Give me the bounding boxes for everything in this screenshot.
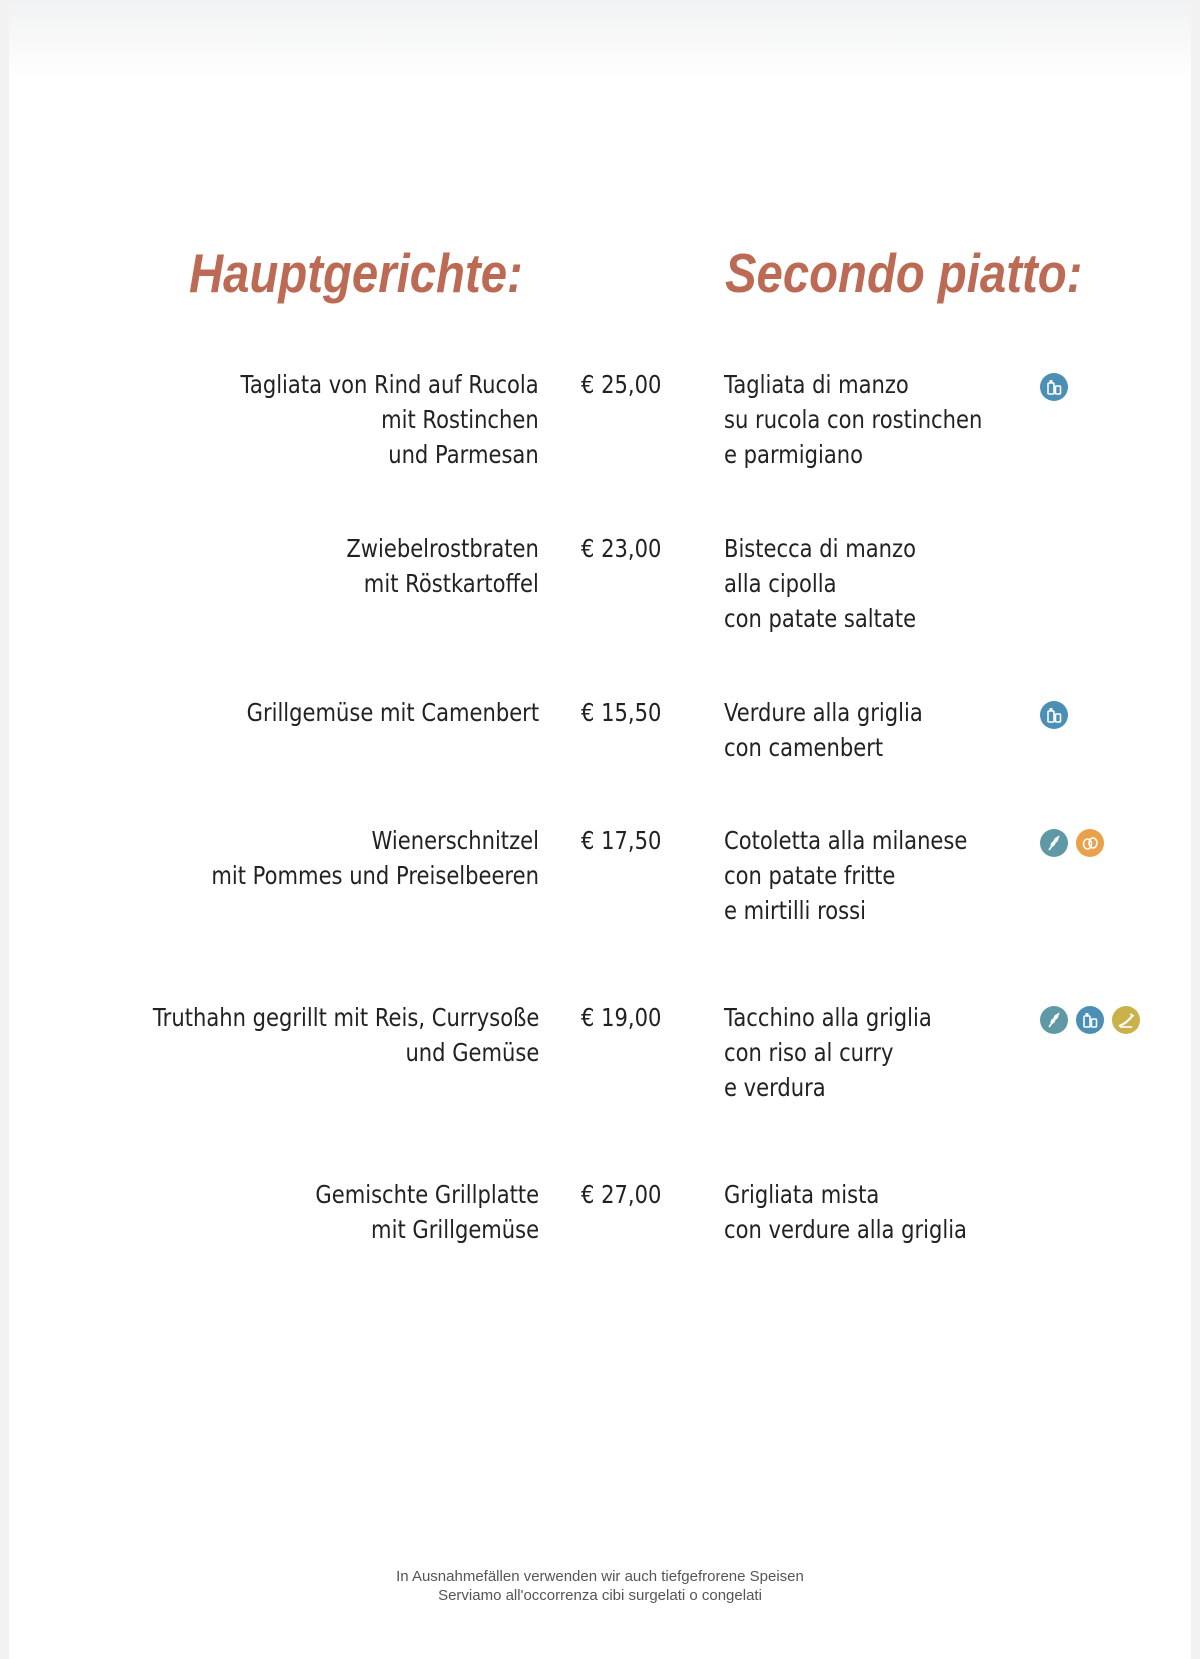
- dish-line-german: Gemischte Grillplatte: [315, 1180, 539, 1209]
- dish-line-italian: Verdure alla griglia: [724, 698, 923, 727]
- dish-line-german: Wienerschnitzel: [371, 826, 539, 855]
- dish-line-italian: e parmigiano: [724, 440, 864, 469]
- milk-allergen-icon: [1040, 701, 1068, 729]
- dish-line-german: und Parmesan: [388, 440, 539, 469]
- price-text: € 19,00: [581, 1003, 662, 1032]
- dish-name-german: [279, 1177, 539, 1247]
- dish-name-italian: [724, 823, 1007, 928]
- dish-line-italian: con verdure alla griglia: [724, 1215, 967, 1244]
- dish-line-german: Tagliata von Rind auf Rucola: [240, 370, 539, 399]
- dish-line-italian: e verdura: [724, 1073, 826, 1102]
- dish-price: [581, 367, 675, 402]
- dish-line-italian: con patate fritte: [724, 861, 896, 890]
- price-text: € 17,50: [581, 826, 662, 855]
- price-text: € 23,00: [581, 534, 662, 563]
- dish-line-german: Zwiebelrostbraten: [346, 534, 539, 563]
- dish-price: [581, 695, 675, 730]
- dish-name-german: [158, 823, 539, 893]
- dish-line-italian: Grigliata mista: [724, 1180, 880, 1209]
- dish-line-italian: su rucola con rostinchen: [724, 405, 983, 434]
- milk-allergen-icon: [1040, 373, 1068, 401]
- dish-line-italian: Cotoletta alla milanese: [724, 826, 968, 855]
- footer-note: [9, 1567, 1191, 1605]
- dish-line-italian: con camenbert: [724, 733, 884, 762]
- price-text: € 25,00: [581, 370, 662, 399]
- dish-line-german: mit Grillgemüse: [370, 1215, 539, 1244]
- heading-german: Hauptgerichte:: [189, 242, 523, 304]
- dish-price: [581, 531, 675, 566]
- dish-name-german: [90, 1000, 539, 1070]
- dish-price: [581, 1177, 675, 1212]
- dish-name-german: [192, 367, 539, 472]
- footer-italian: Serviamo all'occorrenza cibi surgelati o congelati: [438, 1587, 762, 1604]
- egg-allergen-icon: [1076, 829, 1104, 857]
- dish-line-italian: alla cipolla: [724, 569, 837, 598]
- celery-allergen-icon: [1112, 1006, 1140, 1034]
- dish-line-italian: con patate saltate: [724, 604, 917, 633]
- footer-german: In Ausnahmefällen verwenden wir auch tiefgefrorene Speisen: [396, 1568, 804, 1585]
- dish-price: [581, 1000, 675, 1035]
- gluten-allergen-icon: [1040, 829, 1068, 857]
- allergen-icons: [1040, 701, 1068, 731]
- dish-line-italian: Tagliata di manzo: [724, 370, 909, 399]
- price-text: € 15,50: [581, 698, 662, 727]
- milk-allergen-icon: [1076, 1006, 1104, 1034]
- dish-name-german: [199, 695, 539, 730]
- heading-italian: Secondo piatto:: [725, 242, 1083, 304]
- allergen-icons: [1040, 373, 1068, 403]
- dish-line-italian: con riso al curry: [724, 1038, 894, 1067]
- dish-line-italian: Tacchino alla griglia: [724, 1003, 932, 1032]
- allergen-icons: [1040, 1006, 1140, 1036]
- gluten-allergen-icon: [1040, 1006, 1068, 1034]
- dish-price: [581, 823, 675, 858]
- dish-name-italian: [724, 531, 947, 636]
- dish-name-german: [315, 531, 539, 601]
- dish-line-german: mit Pommes und Preiselbeeren: [211, 861, 539, 890]
- menu-page: [9, 0, 1191, 1659]
- dish-line-german: Grillgemüse mit Camenbert: [246, 698, 539, 727]
- dish-line-italian: Bistecca di manzo: [724, 534, 916, 563]
- dish-name-italian: [724, 1177, 1007, 1247]
- dish-name-italian: [724, 695, 955, 765]
- dish-line-german: mit Rostinchen: [381, 405, 539, 434]
- allergen-icons: [1040, 829, 1104, 859]
- dish-line-german: und Gemüse: [405, 1038, 539, 1067]
- dish-line-italian: e mirtilli rossi: [724, 896, 866, 925]
- dish-line-german: Truthahn gegrillt mit Reis, Currysoße: [152, 1003, 539, 1032]
- dish-name-italian: [724, 367, 1024, 472]
- dish-line-german: mit Röstkartoffel: [363, 569, 539, 598]
- top-shade: [9, 0, 1191, 80]
- dish-name-italian: [724, 1000, 966, 1105]
- price-text: € 27,00: [581, 1180, 662, 1209]
